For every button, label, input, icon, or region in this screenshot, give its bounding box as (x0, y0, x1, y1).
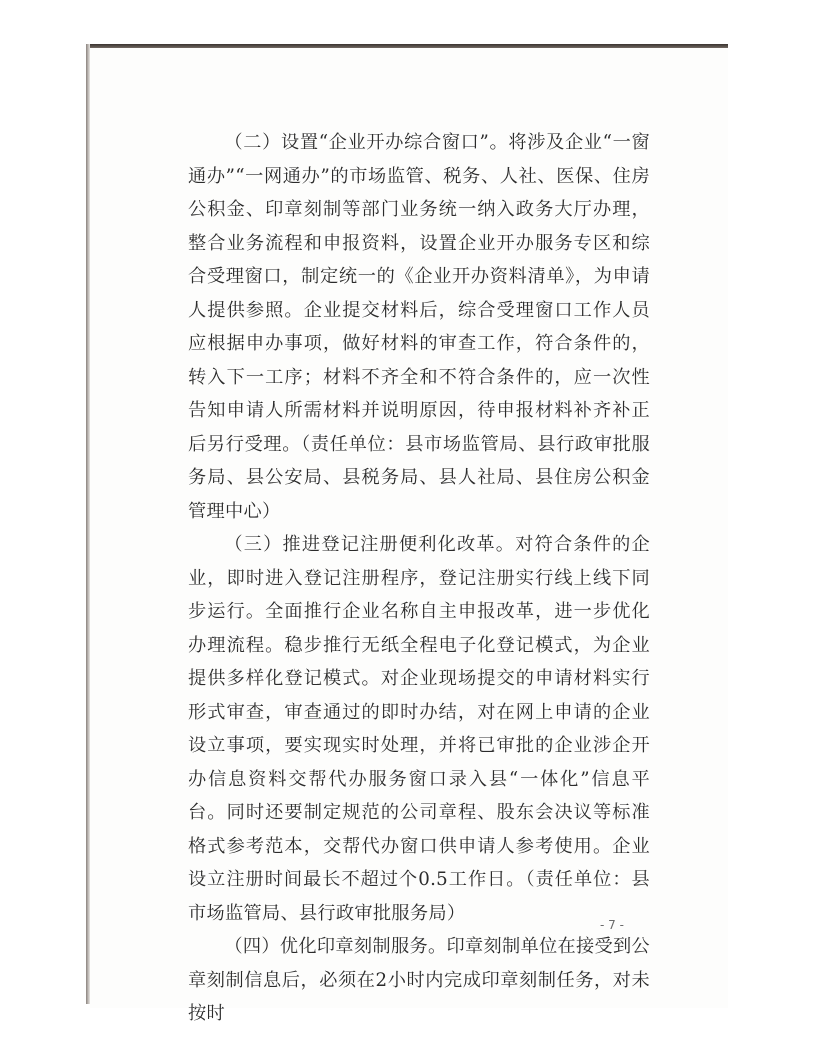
paragraph-section-4: （四）优化印章刻制服务。印章刻制单位在接受到公章刻制信息后，必须在2小时内完成印章刻制任务，对未按时 (188, 936, 650, 1024)
document-body (188, 126, 650, 1031)
paragraph-section-3: （三）推进登记注册便利化改革。对符合条件的企业，即时进入登记注册程序，登记注册实行线上线下同步运行。全面推行企业名称自主申报改革，进一步优化办理流程。稳步推行无纸全程电子化登记模式，为企业提供多样化登记模式。对企业现场提交的申请材料实行形式审查，审查通过的即时办结，对在网上申请的企业设立事项，要实现实时处理，并将已审批的企业涉企开办信息资料交帮代办服务窗口录入县“一体化”信息平台。同时还要制定规范的公司章程、股东会决议等标准格式参考范本，交帮代办窗口供申请人参考使用。企业设立注册时间最长不超过个0.5工作日。（责任单位：县市场监管局、县行政审批服务局） (188, 534, 650, 924)
page-number: - 7 - (600, 918, 624, 932)
paragraph-section-2: （二）设置“企业开办综合窗口”。将涉及企业“一窗通办”“一网通办”的市场监管、税务、人社、医保、住房公积金、印章刻制等部门业务统一纳入政务大厅办理，整合业务流程和申报资料，设置企业开办服务专区和综合受理窗口，制定统一的《企业开办资料清单》，为申请人提供参照。企业提交材料后，综合受理窗口工作人员应根据申办事项，做好材料的审查工作，符合条件的，转入下一工序；材料不齐全和不符合条件的，应一次性告知申请人所需材料并说明原因，待申报材料补齐补正后另行受理。（责任单位：县市场监管局、县行政审批服务局、县公安局、县税务局、县人社局、县住房公积金管理中心） (188, 132, 650, 522)
